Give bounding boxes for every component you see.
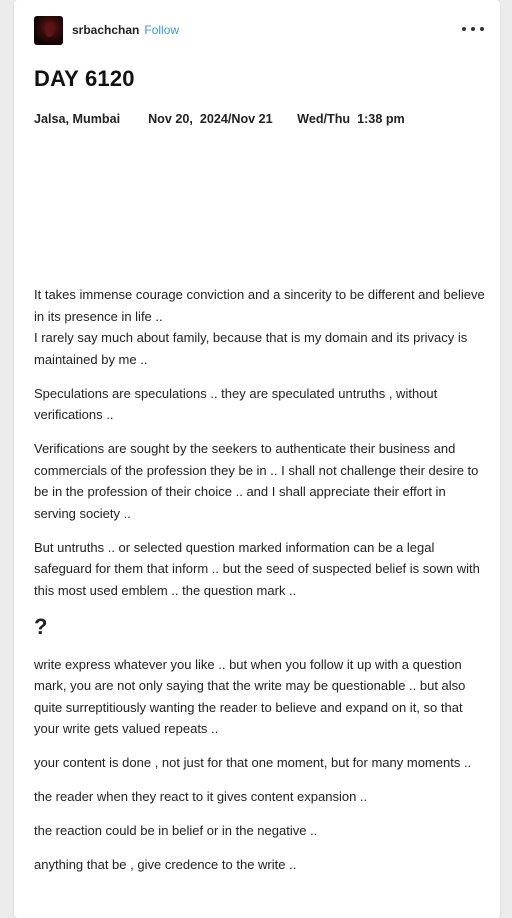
paragraph: the reaction could be in belief or in the negative .. [34, 823, 318, 838]
paragraph: write express whatever you like .. but when you follow it up with a question mark, you are not only saying that the write may be questionable .. but also quite surreptitiously wanting the reader to believe and expand on it, so that your write gets valued repeats .. [34, 656, 466, 736]
post-header [34, 14, 484, 46]
avatar[interactable] [34, 16, 63, 45]
post-meta: Jalsa, Mumbai Nov 20, 2024/Nov 21 Wed/Thu 1:38 pm [34, 112, 405, 126]
paragraph: your content is done , not just for that one moment, but for many moments .. [34, 755, 472, 770]
username[interactable]: srbachchan [72, 23, 140, 37]
paragraph: anything that be , give credence to the write .. [34, 857, 297, 872]
paragraph-line: It takes immense courage conviction and a sincerity to be different and believe in its presence in life .. [34, 287, 485, 324]
question-mark: ? [34, 613, 48, 639]
paragraph [34, 284, 489, 370]
paragraph: Speculations are speculations .. they are speculated untruths , without verifications .. [34, 385, 438, 422]
follow-button[interactable]: Follow [144, 23, 180, 37]
ellipsis-icon[interactable] [462, 20, 484, 38]
post-body [34, 284, 489, 876]
post-title: DAY 6120 [34, 66, 135, 91]
paragraph-line: I rarely say much about family, because that is my domain and its privacy is maintained by me .. [34, 330, 468, 367]
paragraph: the reader when they react to it gives content expansion .. [34, 789, 368, 804]
paragraph: Verifications are sought by the seekers to authenticate their business and commercials of the profession they be in .. I shall not challenge their desire to be in the profession of their choice .. and I shall appreciate their effort in serving society .. [34, 441, 479, 521]
post-card [14, 0, 500, 918]
paragraph: But untruths .. or selected question marked information can be a legal safeguard for them that inform .. but the seed of suspected belief is sown with this most used emblem .. the question mark .. [34, 539, 480, 598]
